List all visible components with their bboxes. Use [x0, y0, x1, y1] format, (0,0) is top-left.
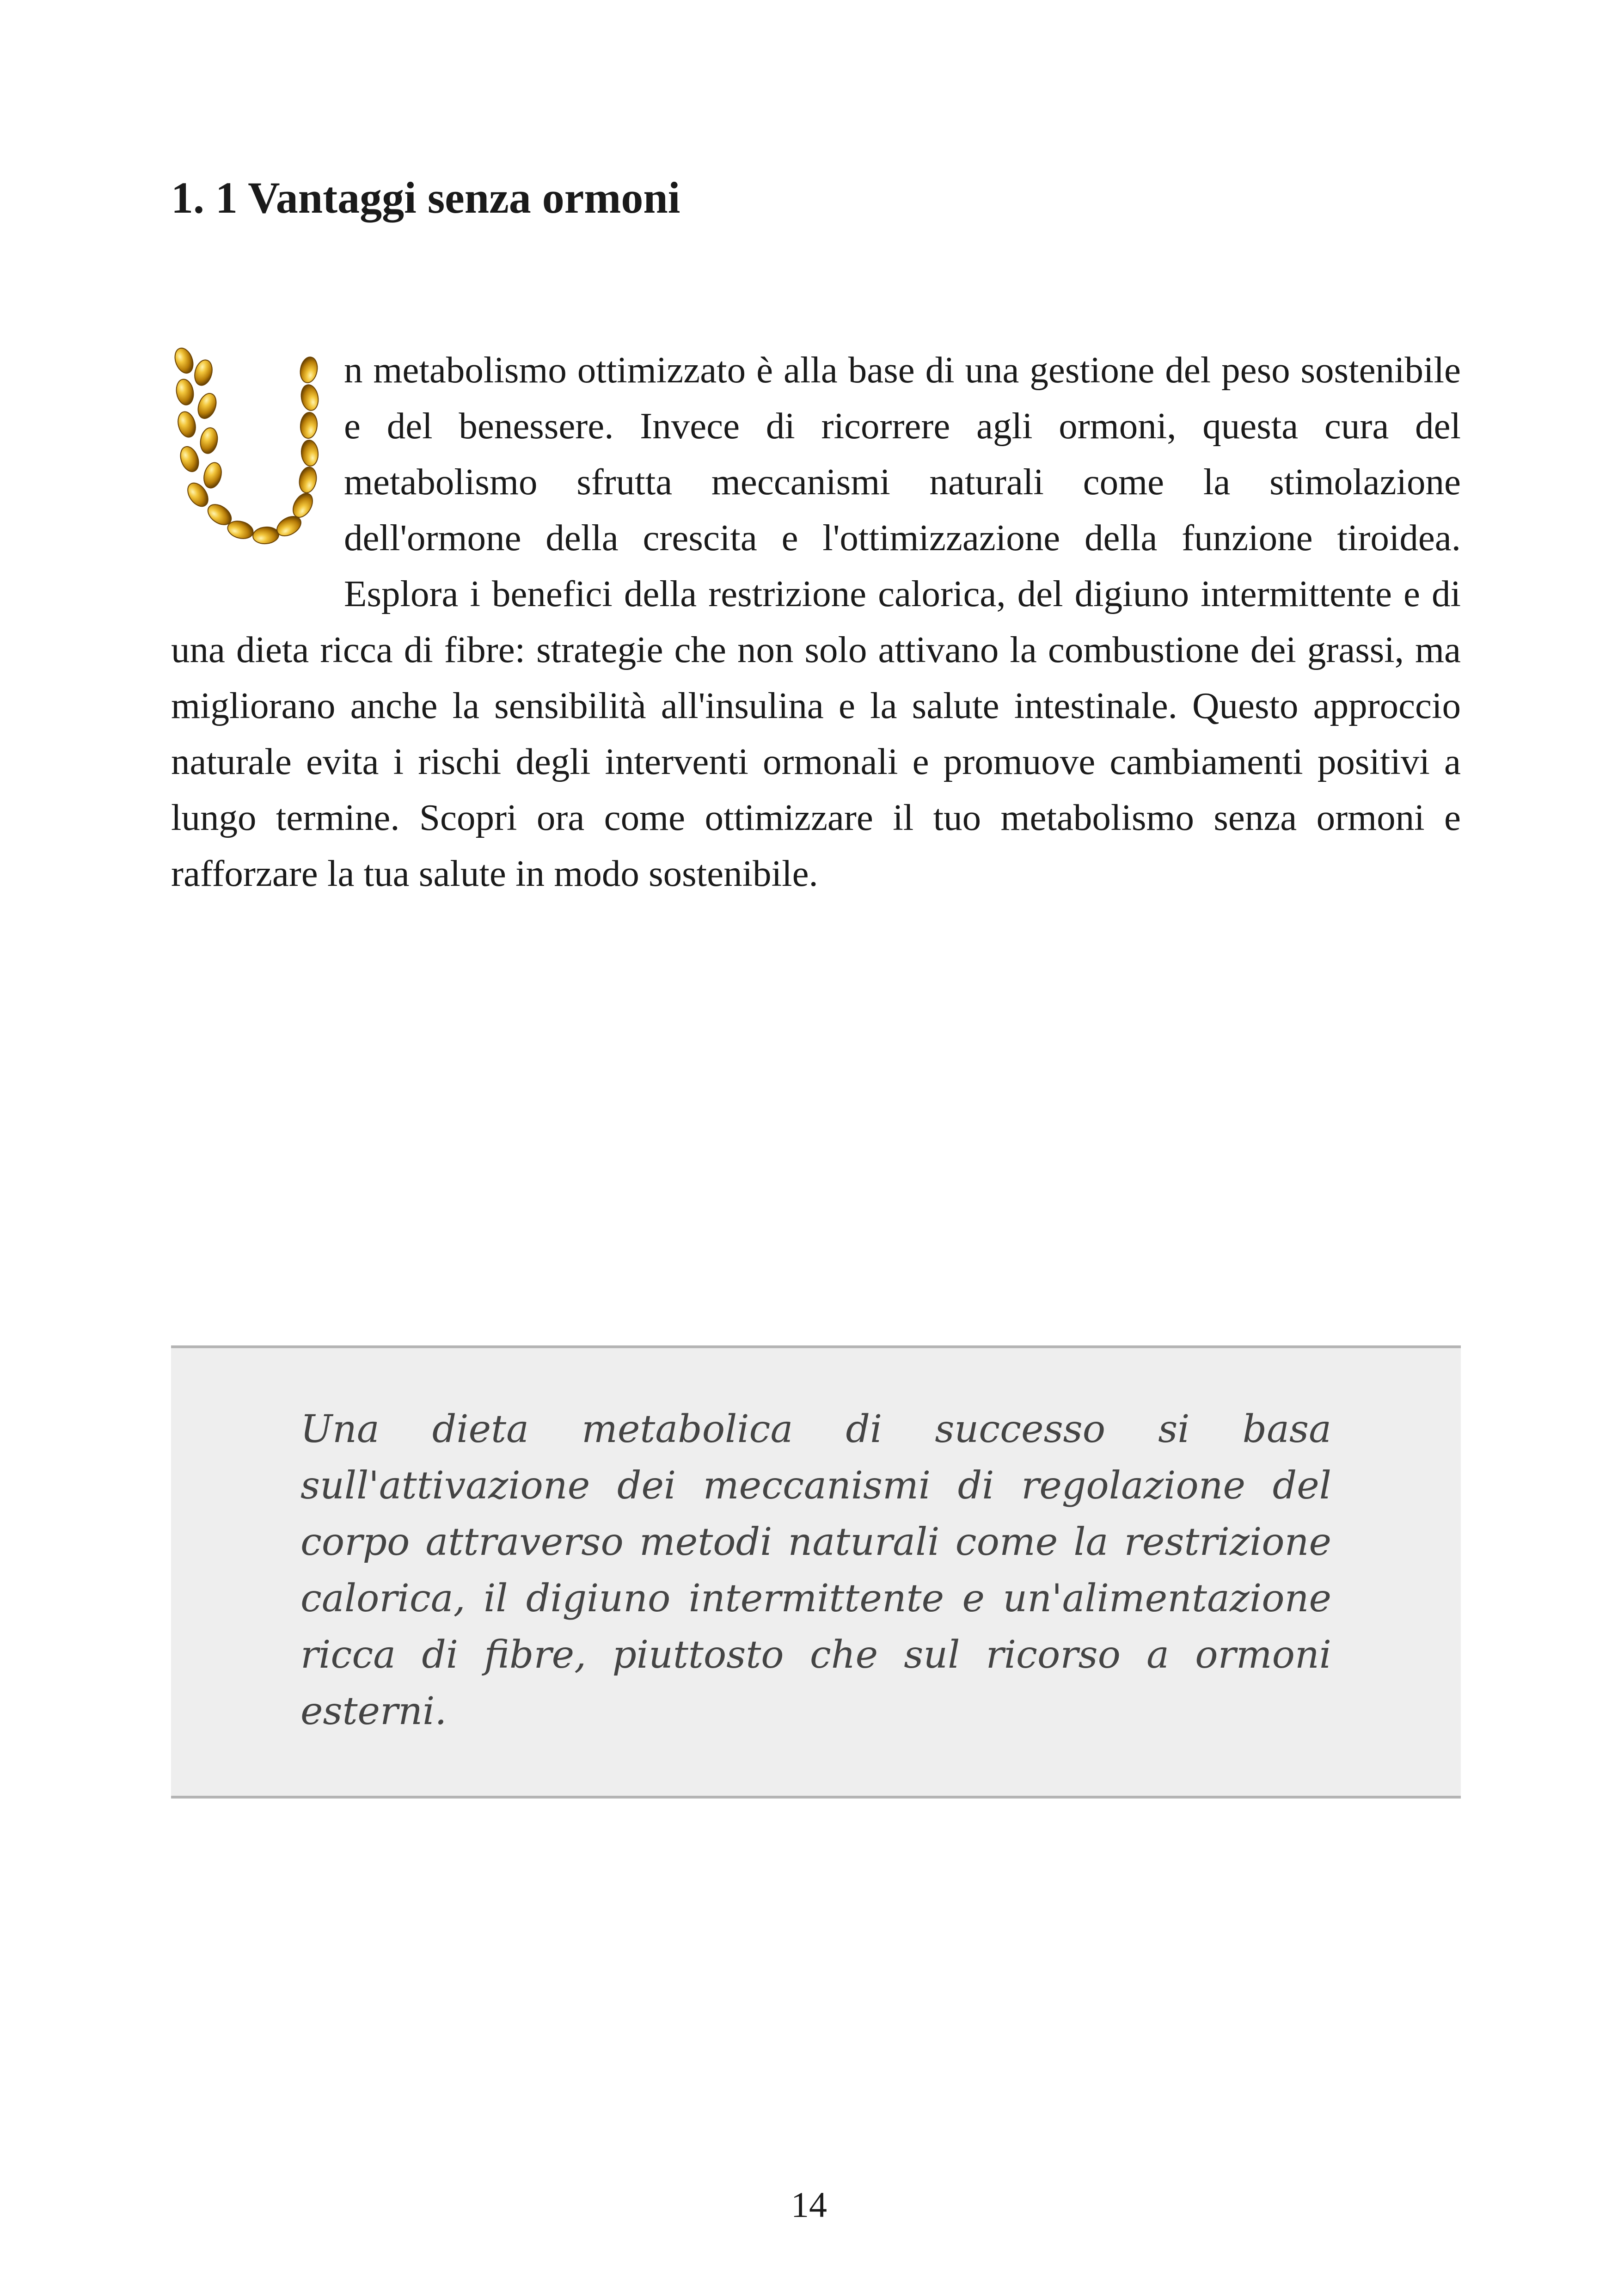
callout-text: Una dieta metabolica di successo si basa sull'attivazione dei meccanismi di regolazione del corpo attraverso metodi naturali come la restrizione calorica, il digiuno intermittente e un'alimentazione ricca di fibre, piuttosto che sul ricorso a ormoni esterni. [300, 1407, 1331, 1733]
section-heading: 1. 1 Vantaggi senza ormoni [171, 173, 680, 222]
body-paragraph-text: n metabolismo ottimizzato è alla base di una gestione del peso sostenibile e del benessere. Invece di ricorrere agli ormoni, questa cura del metabolismo sfrutta meccanismi naturali come la stimolazione dell'ormone della crescita e l'ottimizzazione della funzione tiroidea. Esplora i benefici della restrizione calorica, del digiuno intermittente e di una dieta ricca di fibre: strategie che non solo attivano la combustione dei grassi, ma migliorano anche la sensibilità all'insulina e la salute intestinale. Questo approccio naturale evita i rischi degli interventi ormonali e promuove cambiamenti positivi a lungo termine. Scopri ora come ottimizzare il tuo metabolismo senza ormoni e rafforzare la tua salute in modo sostenibile. [171, 349, 1461, 894]
page-number: 14 [791, 2185, 827, 2225]
callout-box [171, 1345, 1461, 1799]
body-paragraph [171, 342, 1461, 902]
capsule-letter-icon [171, 346, 333, 568]
